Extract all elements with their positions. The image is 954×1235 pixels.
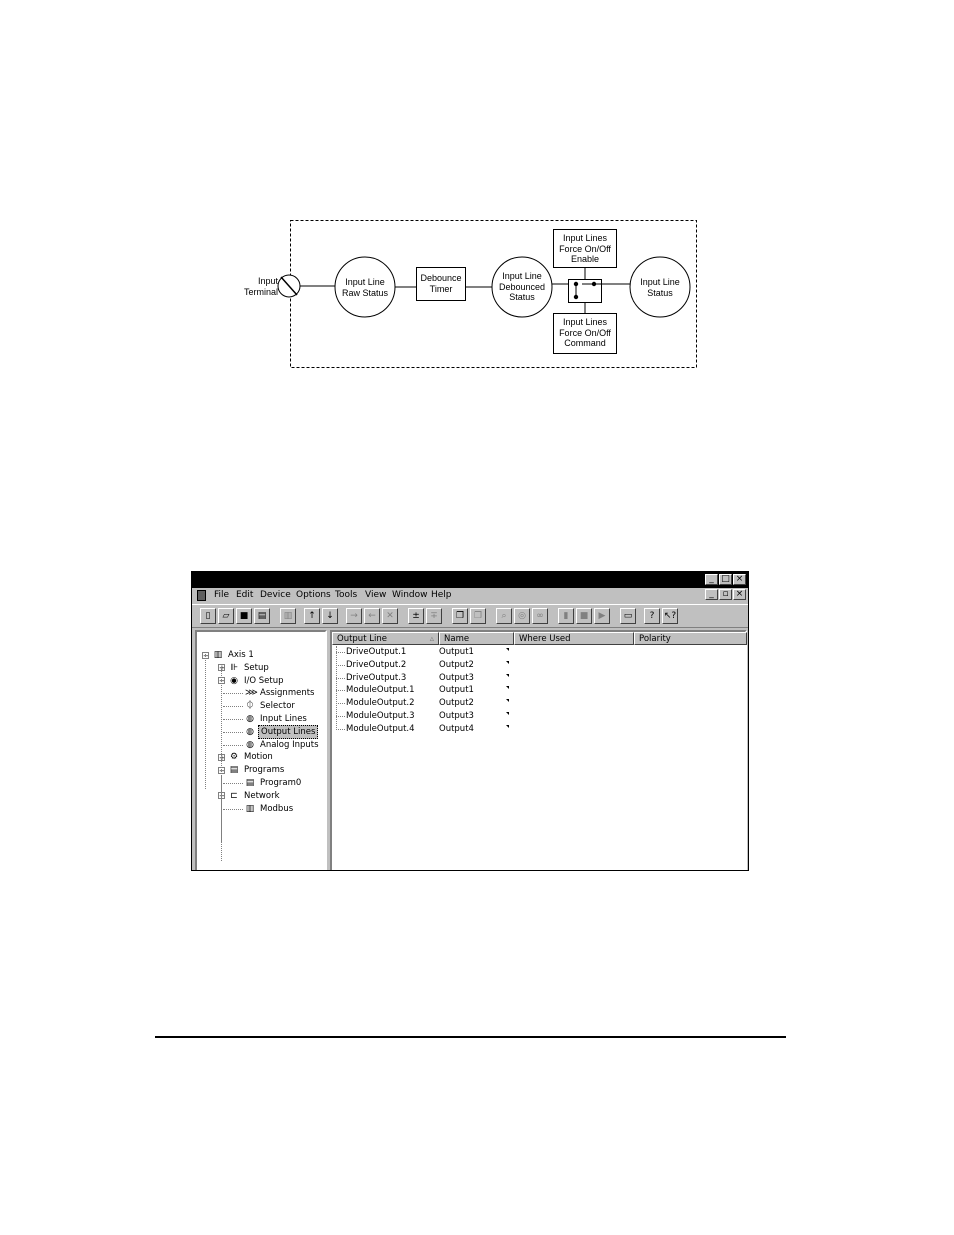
delete-icon[interactable]: ✕	[382, 608, 398, 624]
indent-icon[interactable]: →	[346, 608, 362, 624]
print-icon[interactable]: ▤	[254, 608, 270, 624]
table-row[interactable]	[332, 723, 742, 736]
name-cell[interactable]: Output2	[439, 698, 474, 709]
menu-window[interactable]: Window	[392, 590, 428, 600]
column-header-polarity[interactable]: Polarity	[634, 632, 747, 645]
insert-icon[interactable]: ±	[408, 608, 424, 624]
tree-node-label: Setup	[244, 662, 269, 673]
tree-node-programs[interactable]	[229, 764, 286, 776]
title-bar	[192, 572, 748, 588]
table-row[interactable]	[332, 710, 742, 723]
name-cell[interactable]: Output3	[439, 711, 474, 721]
raw-status-label: Input Line Raw Status	[341, 277, 389, 298]
tree-node-label: Axis 1	[228, 650, 254, 660]
programs-icon: ▤	[229, 765, 239, 776]
stop-icon[interactable]: ■	[576, 608, 592, 624]
help-icon[interactable]: ?	[644, 608, 660, 624]
tree-node-label: Programs	[244, 765, 285, 776]
setup-icon: ⊪	[230, 662, 238, 673]
menu-options[interactable]: Options	[296, 590, 331, 600]
output-lines-icon: ◍	[246, 726, 254, 737]
menu-device[interactable]: Device	[260, 590, 291, 600]
move-down-icon[interactable]: ↓	[322, 608, 338, 624]
output-line-cell: DriveOutput.2	[346, 659, 407, 670]
input-terminal-label: Input Terminal	[243, 276, 278, 297]
table-row[interactable]	[332, 646, 742, 659]
zoom-icon[interactable]: ⌕	[496, 608, 512, 624]
outdent-icon[interactable]: ←	[364, 608, 380, 624]
tree-node-analog-inputs[interactable]	[245, 739, 321, 751]
input-lines-icon: ◍	[246, 714, 254, 724]
row-connector	[336, 665, 345, 666]
output-line-cell: ModuleOutput.1	[346, 685, 415, 696]
table-row[interactable]	[332, 684, 742, 697]
output-line-cell: ModuleOutput.4	[346, 723, 415, 734]
cell-dropdown-indicator[interactable]	[506, 648, 509, 651]
maximize-button[interactable]: □	[719, 574, 732, 585]
force-command-label: Input Lines Force On/Off Command	[559, 317, 611, 348]
doc-restore-button[interactable]: ▫	[719, 589, 732, 600]
io-setup-icon: ◉	[230, 675, 238, 686]
output-line-cell: DriveOutput.3	[346, 672, 407, 683]
document-window-buttons	[705, 589, 746, 600]
sort-ascending-icon: ▵	[429, 634, 434, 644]
column-header-output-line[interactable]: Output Line ▵	[332, 632, 439, 645]
expand-icon[interactable]: +	[219, 664, 225, 673]
tree-node-label: Assignments	[260, 688, 315, 699]
find-icon[interactable]: ◎	[514, 608, 530, 624]
copy-icon[interactable]: ❐	[452, 608, 468, 624]
line-status-label: Input Line Status	[640, 277, 680, 298]
tree-node-label: Output Lines	[258, 725, 318, 739]
open-icon[interactable]: ▱	[218, 608, 234, 624]
context-help-icon[interactable]: ↖?	[662, 608, 678, 624]
expand-icon[interactable]: +	[219, 753, 225, 762]
tree-node-input-lines[interactable]	[245, 713, 309, 725]
input-line-block-diagram	[230, 212, 710, 377]
tree-node-label: Network	[244, 790, 280, 801]
compile-icon[interactable]: ▮	[558, 608, 574, 624]
program-icon: ▤	[245, 778, 255, 788]
assignments-icon: ⋙	[245, 688, 258, 699]
tree-node-label: I/O Setup	[244, 675, 284, 686]
selector-icon: ⏀	[245, 701, 255, 712]
output-line-cell: ModuleOutput.3	[346, 711, 415, 721]
row-connector	[336, 652, 345, 653]
paste-icon[interactable]: ❐	[470, 608, 486, 624]
tree-node-label: Selector	[260, 701, 295, 712]
tree-connector	[223, 732, 243, 733]
modbus-icon: ▥	[245, 803, 255, 814]
motion-icon: ⚙	[229, 752, 239, 763]
new-icon[interactable]: ▯	[200, 608, 216, 624]
doc-minimize-button[interactable]: _	[705, 589, 718, 600]
menu-edit[interactable]: Edit	[236, 590, 254, 600]
tree-node-motion[interactable]	[229, 751, 275, 763]
save-icon[interactable]: ■	[236, 608, 252, 624]
debounce-timer-label: Debounce Timer	[420, 273, 462, 294]
cell-dropdown-indicator[interactable]	[506, 686, 509, 689]
output-line-cell: DriveOutput.1	[346, 647, 407, 657]
name-cell[interactable]: Output1	[439, 647, 474, 657]
tree-connector	[223, 809, 243, 810]
collapse-icon[interactable]: −	[219, 677, 225, 686]
project-tree[interactable]	[195, 630, 327, 871]
debounced-status-label: Input Line Debounced Status	[498, 271, 546, 302]
network-icon: ⊏	[230, 790, 238, 801]
name-cell[interactable]: Output2	[439, 659, 474, 670]
tree-node-axis-1[interactable]	[213, 649, 256, 661]
window-icon[interactable]: ▭	[620, 608, 636, 624]
menu-file[interactable]: File	[214, 590, 230, 600]
doc-close-button[interactable]: ×	[733, 589, 746, 600]
menu-bar	[192, 588, 748, 603]
tree-node-label: Modbus	[260, 803, 294, 814]
tree-node-network[interactable]	[229, 790, 282, 802]
tree-node-label: Motion	[244, 752, 273, 763]
row-connector	[336, 716, 345, 717]
row-connector	[336, 703, 345, 704]
column-header-where-used[interactable]: Where Used	[514, 632, 634, 645]
app-icon[interactable]	[197, 590, 206, 601]
remove-icon[interactable]: ∓	[426, 608, 442, 624]
menu-help[interactable]: Help	[431, 590, 452, 600]
name-cell[interactable]: Output4	[439, 723, 474, 734]
tree-guide	[205, 654, 206, 789]
collapse-icon[interactable]: −	[219, 792, 225, 801]
toolbar	[192, 604, 748, 628]
tree-node-modbus[interactable]	[245, 803, 295, 815]
tree-node-label: Analog Inputs	[260, 739, 319, 750]
replace-icon[interactable]: ∞	[532, 608, 548, 624]
cell-dropdown-indicator[interactable]	[506, 674, 509, 677]
row-connector	[336, 678, 345, 679]
collapse-icon[interactable]: −	[219, 766, 225, 775]
cell-dropdown-indicator[interactable]	[506, 699, 509, 702]
tree-node-assignments[interactable]	[245, 687, 316, 699]
list-tree-guide	[336, 646, 337, 730]
run-icon[interactable]: ▶	[594, 608, 610, 624]
footer-rule	[155, 1036, 786, 1038]
column-header-name[interactable]: Name	[439, 632, 514, 645]
tree-node-program0[interactable]	[245, 777, 303, 789]
tree-node-label: Program0	[260, 778, 302, 788]
move-up-icon[interactable]: ↑	[304, 608, 320, 624]
drive-icon: ▥	[213, 650, 223, 660]
tree-connector	[223, 706, 243, 707]
force-switch-box	[569, 280, 602, 303]
cell-dropdown-indicator[interactable]	[506, 725, 509, 728]
menu-tools[interactable]: Tools	[335, 590, 358, 600]
menu-view[interactable]: View	[365, 590, 387, 600]
minimize-button[interactable]: _	[705, 574, 718, 585]
close-button[interactable]: ×	[733, 574, 746, 585]
cell-dropdown-indicator[interactable]	[506, 661, 509, 664]
name-cell[interactable]: Output1	[439, 685, 474, 696]
output-line-cell: ModuleOutput.2	[346, 698, 415, 709]
tree-guide	[221, 792, 222, 842]
collapse-icon[interactable]: −	[203, 651, 209, 660]
name-cell[interactable]: Output3	[439, 672, 474, 683]
tree-connector	[223, 745, 243, 746]
properties-icon[interactable]: ▥	[280, 608, 296, 624]
tree-node-label: Input Lines	[260, 714, 307, 724]
force-enable-label: Input Lines Force On/Off Enable	[559, 233, 611, 264]
tree-node-setup[interactable]	[229, 662, 271, 674]
application-window	[191, 571, 749, 871]
table-row[interactable]	[332, 659, 742, 672]
analog-inputs-icon: ◍	[246, 739, 254, 750]
cell-dropdown-indicator[interactable]	[506, 712, 509, 715]
row-connector	[336, 690, 345, 691]
tree-node-selector[interactable]	[245, 700, 297, 712]
table-row[interactable]	[332, 697, 742, 710]
tree-connector	[223, 719, 243, 720]
tree-node-output-lines[interactable]	[245, 726, 318, 738]
row-connector	[336, 729, 345, 730]
table-row[interactable]	[332, 672, 742, 685]
tree-node-i-o-setup[interactable]	[229, 675, 286, 687]
tree-connector	[223, 693, 243, 694]
window-caption-buttons	[705, 574, 746, 585]
tree-connector	[223, 783, 243, 784]
output-lines-list[interactable]	[330, 630, 747, 871]
